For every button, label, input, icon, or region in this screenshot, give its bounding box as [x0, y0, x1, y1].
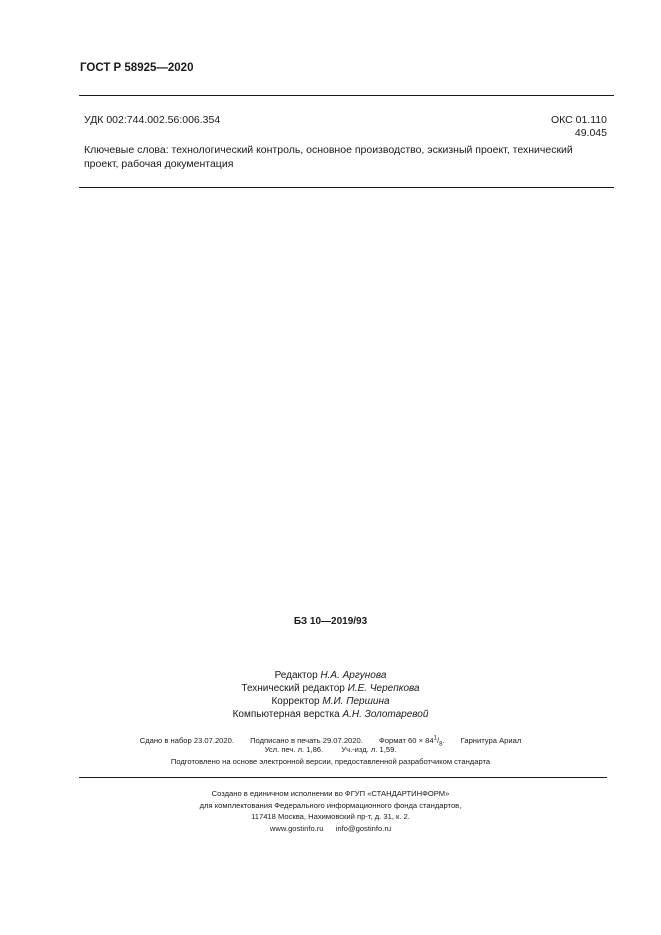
- format-prefix: Формат 60 × 84: [378, 735, 434, 745]
- publisher-footer: [0, 788, 661, 834]
- top-rule: [79, 95, 614, 96]
- layout-line: [0, 708, 661, 721]
- keywords: Ключевые слова: технологический контроль, основное производство, эскизный проект, технический проект, рабочая документация: [84, 144, 573, 170]
- credits-block: [0, 669, 661, 721]
- editor-label: Редактор: [274, 670, 318, 681]
- footer-line3: 117418 Москва, Нахимовский пр-т, д. 31, к. 2.: [251, 812, 410, 821]
- print-info-line2: [0, 745, 661, 754]
- tech-editor-label: Технический редактор: [241, 683, 345, 694]
- oks-code-line1: ОКС 01.110: [550, 114, 607, 126]
- submitted-date: Сдано в набор 23.07.2020.: [139, 735, 234, 745]
- website-link[interactable]: www.gostinfo.ru: [269, 823, 324, 833]
- footer-links: [0, 823, 661, 835]
- footer-line1: Создано в единичном исполнении во ФГУП «СТАНДАРТИНФОРМ»: [211, 789, 450, 798]
- usl-info: Усл. печ. л. 1,86.: [264, 745, 324, 754]
- uch-info: Уч.-изд. л. 1,59.: [341, 745, 397, 754]
- document-header: ГОСТ Р 58925—2020: [80, 62, 194, 74]
- tech-editor-name: И.Е. Черепкова: [347, 683, 420, 694]
- udk-code: УДК 002:744.002.56:006.354: [84, 114, 221, 126]
- corrector-line: [0, 695, 661, 708]
- format-sub: 8: [439, 741, 443, 748]
- corrector-label: Корректор: [271, 696, 320, 707]
- corrector-name: М.И. Першина: [322, 696, 390, 707]
- email-link[interactable]: info@gostinfo.ru: [335, 823, 392, 833]
- footer-line2: для комплектования Федерального информационного фонда стандартов,: [199, 800, 462, 810]
- oks-code-line2: 49.045: [574, 127, 607, 139]
- editor-name: Н.А. Аргунова: [320, 670, 387, 681]
- tech-editor-line: [0, 682, 661, 695]
- bz-number: БЗ 10—2019/93: [293, 616, 368, 627]
- format-info: Формат $60 \times 84^1/_8$.: [378, 735, 445, 748]
- oks-code: [551, 114, 607, 140]
- prepared-note: Подготовлено на основе электронной версии, предоставленной разработчиком стандарта: [170, 757, 491, 766]
- font-info: Гарнитура Ариал: [460, 735, 522, 745]
- footer-rule: [79, 777, 607, 778]
- signed-date: Подписано в печать 29.07.2020.: [250, 735, 363, 745]
- layout-label: Компьютерная верстка: [232, 709, 340, 720]
- format-sup: 1: [433, 735, 437, 741]
- editor-line: [0, 669, 661, 682]
- layout-name: А.Н. Золотаревой: [342, 709, 429, 720]
- keywords-rule: [79, 187, 614, 188]
